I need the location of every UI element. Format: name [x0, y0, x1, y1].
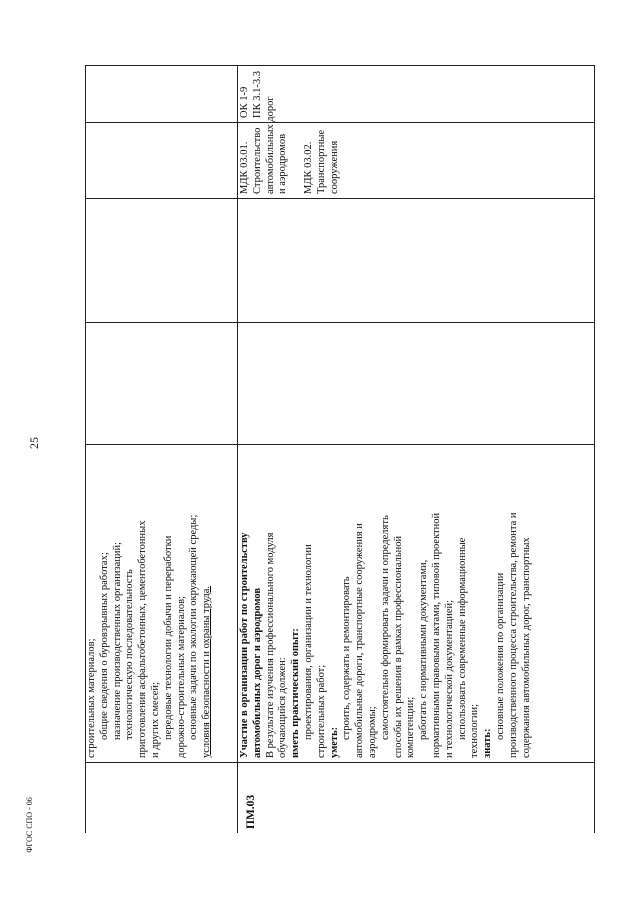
text-line: Строительство [251, 127, 263, 194]
text-line: самостоятельно формировать задачи и определять [379, 515, 391, 740]
text-line: Участие в организации работ по строительству [239, 532, 250, 758]
content-lines [85, 445, 214, 762]
text-line: технологическую последовательность [124, 569, 136, 740]
text-line: технологии; [469, 703, 481, 758]
hours-cell-empty [238, 323, 595, 445]
text-line: ОК 1-9 [239, 86, 250, 118]
text-line: Транспортные [315, 129, 327, 194]
page-number: 25 [27, 437, 41, 449]
competence-lines [238, 66, 265, 122]
hours-cell-empty [85, 199, 237, 323]
curriculum-table [85, 65, 595, 833]
text-line: и других смесей; [149, 682, 161, 758]
text-line: МДК 03.02. [302, 141, 314, 194]
text-line: содержания автомобильных дорог, транспортных [520, 537, 532, 758]
text-line: МДК 03.01. [239, 141, 250, 194]
text-line: нормативными правовыми актами, типовой проектной [430, 512, 442, 758]
text-line: условия безопасности и охраны труда. [201, 585, 213, 758]
code-cell [238, 763, 595, 833]
text-line: способы их решения в рамках профессиональной [392, 535, 404, 758]
code-cell-empty [85, 763, 237, 833]
text-line [290, 127, 303, 194]
text-line: автомобильных дорог [264, 96, 276, 194]
text-line: передовые технологии добычи и переработки [162, 535, 174, 740]
text-line: строительных материалов; [86, 638, 97, 758]
content-lines [238, 445, 533, 762]
text-line: проектирования, организации и технологии [302, 544, 314, 740]
text-line: строить, содержать и ремонтировать [341, 576, 353, 740]
competence-cell [238, 65, 595, 123]
text-line: компетенции; [405, 696, 417, 758]
hours-cell-empty [238, 199, 595, 323]
hours-cell-empty [85, 323, 237, 445]
text-line: основные положения по организации [494, 572, 506, 740]
content-cell [85, 445, 237, 763]
text-line: сооружения [328, 140, 340, 194]
footer-code: ФГОС СПО - 06 [25, 797, 34, 853]
module-code: ПМ.03 [245, 794, 257, 829]
text-line: обучающийся должен: [277, 657, 289, 758]
text-line: приготовления асфальтобетонных, цементобетонных [137, 520, 149, 758]
mdk-cell-empty [85, 123, 237, 199]
text-line: основные задачи по экологии окружающей среды; [188, 514, 200, 740]
text-line: строительных работ; [315, 664, 327, 758]
table-row-continuation [85, 65, 238, 833]
text-line: и технологической документацией; [443, 599, 455, 758]
text-line: работать с нормативными документами, [418, 559, 430, 740]
text-line: аэродромы; [366, 706, 378, 758]
content-cell [238, 445, 595, 763]
text-line: знать: [482, 728, 494, 758]
text-line: производственного процесса строительства, ремонта и [507, 512, 519, 758]
text-line: назначение производственных организаций; [111, 541, 123, 740]
text-line: использовать современные информационные [456, 537, 468, 740]
text-line: и аэродромов [277, 133, 289, 194]
text-line: дорожно-строительных материалов; [175, 596, 187, 758]
competence-cell-empty [85, 65, 237, 123]
text-line: автомобильных дорог и аэродромов [251, 587, 263, 758]
text-line: В результате изучения профессионального модуля [264, 532, 276, 758]
text-line: ПК 3.1-3.3 [251, 71, 263, 118]
text-line: общие сведения о буровзрывных работах; [98, 552, 110, 740]
text-line: автомобильные дороги, транспортные сооружения и [354, 523, 366, 758]
text-line: иметь практический опыт: [290, 628, 302, 758]
text-line: уметь: [328, 726, 340, 758]
table-row-pm03 [238, 65, 595, 833]
